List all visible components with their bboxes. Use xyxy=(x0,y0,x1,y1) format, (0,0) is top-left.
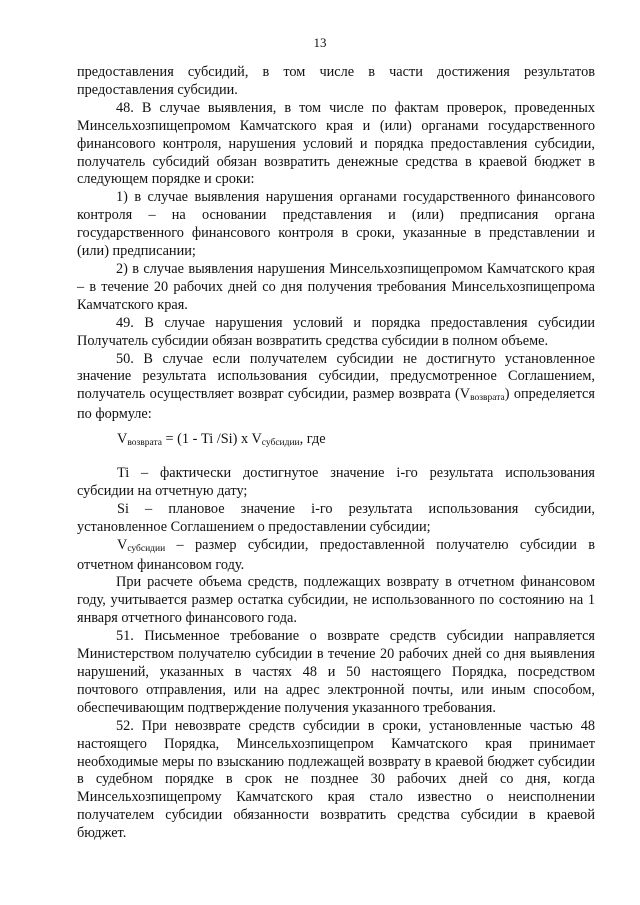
text-block-bottom xyxy=(77,465,595,843)
paragraph-50-text: 50. В случае если получателем субсидии не достигнуто установленное значение результата использования субсидии, предусмотренное Соглашением, получатель осуществляет возврат субсидии, размер возврата (V xyxy=(77,350,595,403)
paragraph-calc: При расчете объема средств, подлежащих возврату в отчетном финансовом году, учитывается размер остатка субсидии, не использованного по состоянию на 1 января отчетного финансового года. xyxy=(77,574,595,627)
definition-v-text: – размер субсидии, предоставленной получателю субсидии в отчетном финансовом году. xyxy=(77,536,595,573)
definition-v-symbol: V xyxy=(117,536,128,553)
definition-v xyxy=(77,537,595,575)
page-number: 13 xyxy=(313,35,327,50)
formula-sub-return: возврата xyxy=(127,438,162,448)
formula xyxy=(117,431,326,451)
formula-tail: , где xyxy=(299,431,326,447)
paragraph-52: 52. При невозврате средств субсидии в сроки, установленные частью 48 настоящего Порядка, Минсельхозпищепром Камчатского края принимает необходимые меры по взысканию подлежащей возврату в краевой бюджет субсидии в судебном порядке в срок не позднее 30 рабочих дней со дня, когда Минсельхозпищепрому Камчатского края стало известно о неисполнении получателем субсидии обязанности возвратить средства субсидии в краевой бюджет. xyxy=(77,717,595,842)
paragraph-48-item-2: 2) в случае выявления нарушения Минсельхозпищепромом Камчатского края – в течение 20 рабочих дней со дня получения требования Минсельхозпищепрома Камчатского края. xyxy=(77,260,595,313)
paragraph-50-end: ) определяется по формуле: xyxy=(77,386,595,423)
definition-ti: Ti – фактически достигнутое значение i-го результата использования субсидии на отчетную дату; xyxy=(77,465,595,499)
paragraph-48: 48. В случае выявления, в том числе по фактам проверок, проведенных Минсельхозпищепромом Камчатского края и (или) органами государственного финансового контроля, нарушения условий и порядка предоставления субсидии, получатель субсидий обязан возвратить денежные средства в краевой бюджет в следующем порядке и сроки: xyxy=(77,99,595,188)
formula-body: = (1 - Ti /Si) x V xyxy=(161,431,262,447)
definition-v-subscript: субсидии xyxy=(127,543,166,554)
paragraph-50-subscript: возврата xyxy=(470,393,505,404)
text-block-top xyxy=(77,64,595,424)
paragraph-continuation: предоставления субсидий, в том числе в части достижения результатов предоставления субсидии. xyxy=(77,64,595,98)
formula-sub-subsidy: субсидии xyxy=(261,438,300,448)
paragraph-51: 51. Письменное требование о возврате средств субсидии направляется Министерством получателю субсидии в течение 20 рабочих дней со дня выявления нарушений, указанных в частях 48 и 50 настоящего Порядка, посредством почтового отправления, или на адрес электронной почты, или иным способом, обеспечивающим подтверждение получения указанного требования. xyxy=(77,628,595,716)
paragraph-50 xyxy=(77,351,595,425)
paragraph-49: 49. В случае нарушения условий и порядка предоставления субсидии Получатель субсидии обязан возвратить средства субсидии в полном объеме. xyxy=(77,314,595,349)
definition-si: Si – плановое значение i-го результата использования субсидии, установленное Соглашением о предоставлении субсидии; xyxy=(77,500,595,535)
formula-v: V xyxy=(117,431,128,447)
paragraph-48-item-1: 1) в случае выявления нарушения органами государственного финансового контроля – на основании представления и (или) предписания органа государственного финансового контроля в сроки, указанные в представлении и (или) предписании; xyxy=(77,189,595,260)
